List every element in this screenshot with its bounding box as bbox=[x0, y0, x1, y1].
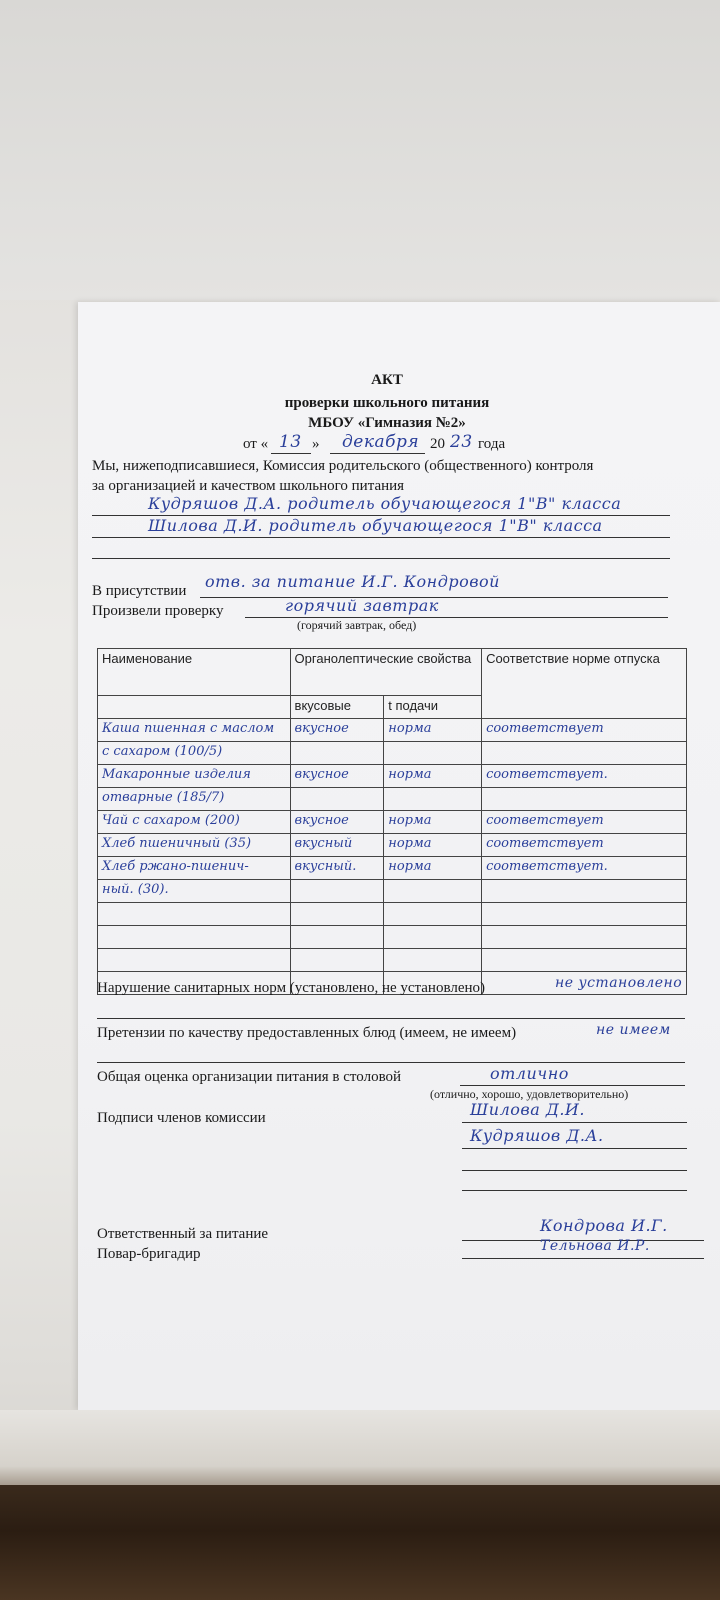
signatures-label: Подписи членов комиссии bbox=[97, 1110, 266, 1126]
rating-hint: (отлично, хорошо, удовлетворительно) bbox=[430, 1087, 629, 1101]
subheader-taste: вкусовые bbox=[290, 696, 384, 719]
row-norm: соответствует. bbox=[482, 765, 687, 788]
row-taste bbox=[290, 926, 384, 949]
date-year-prefix: 20 bbox=[430, 436, 445, 452]
table-row bbox=[98, 903, 687, 926]
row-taste bbox=[290, 742, 384, 765]
row-norm: соответствует bbox=[482, 811, 687, 834]
intro-line-1: Мы, нижеподписавшиеся, Комиссия родительского (общественного) контроля bbox=[92, 458, 594, 474]
date-prefix: от « bbox=[243, 436, 269, 452]
intro-line-2: за организацией и качеством школьного питания bbox=[92, 478, 405, 494]
row-name: Хлеб ржано-пшенич- bbox=[98, 857, 291, 880]
row-norm: соответствует. bbox=[482, 857, 687, 880]
row-temp bbox=[384, 788, 482, 811]
row-temp bbox=[384, 742, 482, 765]
row-name: отварные (185/7) bbox=[98, 788, 291, 811]
member-2-line bbox=[92, 537, 670, 538]
responsible-signature: Кондрова И.Г. bbox=[540, 1216, 668, 1235]
claims-value: не имеем bbox=[596, 1022, 671, 1038]
table-row bbox=[98, 926, 687, 949]
check-value: горячий завтрак bbox=[285, 596, 439, 615]
date-day-line bbox=[271, 453, 311, 454]
signature-2-line bbox=[462, 1148, 687, 1149]
row-norm bbox=[482, 788, 687, 811]
presence-label: В присутствии bbox=[92, 583, 187, 599]
row-taste: вкусное bbox=[290, 765, 384, 788]
table-row bbox=[98, 811, 687, 834]
row-temp: норма bbox=[384, 811, 482, 834]
signature-1: Шилова Д.И. bbox=[470, 1100, 585, 1119]
background-wall bbox=[0, 0, 720, 300]
subheader-temp: t подачи bbox=[384, 696, 482, 719]
row-name bbox=[98, 926, 291, 949]
inspection-table bbox=[97, 648, 687, 995]
row-norm bbox=[482, 880, 687, 903]
member-3-line bbox=[92, 558, 670, 559]
date-day: 13 bbox=[279, 432, 302, 452]
desk-edge bbox=[0, 1410, 720, 1490]
commission-member-1: Кудряшов Д.А. родитель обучающегося 1"В" класса bbox=[148, 494, 622, 513]
row-name bbox=[98, 949, 291, 972]
signature-1-line bbox=[462, 1122, 687, 1123]
row-taste: вкусное bbox=[290, 719, 384, 742]
responsible-label: Ответственный за питание bbox=[97, 1226, 269, 1242]
row-temp bbox=[384, 949, 482, 972]
cook-label: Повар-бригадир bbox=[97, 1246, 201, 1262]
table-row bbox=[98, 880, 687, 903]
row-temp bbox=[384, 880, 482, 903]
col-header-organoleptic: Органолептические свойства bbox=[290, 649, 482, 696]
signature-4-line bbox=[462, 1190, 687, 1191]
row-name: Макаронные изделия bbox=[98, 765, 291, 788]
rating-line bbox=[460, 1085, 685, 1086]
row-taste bbox=[290, 949, 384, 972]
violation-label: Нарушение санитарных норм (установлено, не установлено) bbox=[97, 980, 486, 996]
row-temp: норма bbox=[384, 857, 482, 880]
table-row bbox=[98, 788, 687, 811]
rating-label: Общая оценка организации питания в столовой bbox=[97, 1069, 402, 1085]
commission-member-2: Шилова Д.И. родитель обучающегося 1"В" класса bbox=[148, 516, 603, 535]
row-norm bbox=[482, 742, 687, 765]
row-name bbox=[98, 903, 291, 926]
date-month: декабря bbox=[342, 432, 420, 452]
signature-3-line bbox=[462, 1170, 687, 1171]
row-taste: вкусный bbox=[290, 834, 384, 857]
row-name: Хлеб пшеничный (35) bbox=[98, 834, 291, 857]
row-temp bbox=[384, 903, 482, 926]
date-mid: » bbox=[312, 436, 320, 452]
table-row bbox=[98, 949, 687, 972]
row-taste: вкусный. bbox=[290, 857, 384, 880]
cook-signature: Тельнова И.Р. bbox=[540, 1238, 650, 1254]
presence-value: отв. за питание И.Г. Кондровой bbox=[205, 572, 500, 591]
row-norm: соответствует bbox=[482, 834, 687, 857]
row-norm bbox=[482, 903, 687, 926]
col-header-name: Наименование bbox=[98, 649, 291, 696]
row-temp: норма bbox=[384, 765, 482, 788]
row-name: с сахаром (100/5) bbox=[98, 742, 291, 765]
row-temp: норма bbox=[384, 719, 482, 742]
violation-line bbox=[97, 1018, 685, 1019]
name-subheader-spacer bbox=[98, 696, 291, 719]
signature-2: Кудряшов Д.А. bbox=[470, 1126, 604, 1145]
floor bbox=[0, 1485, 720, 1600]
table-row bbox=[98, 742, 687, 765]
row-norm: соответствует bbox=[482, 719, 687, 742]
table-row bbox=[98, 834, 687, 857]
school-name: МБОУ «Гимназия №2» bbox=[308, 415, 466, 431]
check-hint: (горячий завтрак, обед) bbox=[297, 618, 417, 632]
row-taste: вкусное bbox=[290, 811, 384, 834]
row-temp bbox=[384, 926, 482, 949]
row-name: Чай с сахаром (200) bbox=[98, 811, 291, 834]
violation-value: не установлено bbox=[555, 975, 683, 991]
table-row bbox=[98, 857, 687, 880]
row-taste bbox=[290, 903, 384, 926]
row-name: ный. (30). bbox=[98, 880, 291, 903]
rating-value: отлично bbox=[490, 1064, 569, 1083]
table-row bbox=[98, 719, 687, 742]
table-row bbox=[98, 765, 687, 788]
row-taste bbox=[290, 788, 384, 811]
date-month-line bbox=[330, 453, 425, 454]
row-norm bbox=[482, 949, 687, 972]
row-taste bbox=[290, 880, 384, 903]
row-norm bbox=[482, 926, 687, 949]
doc-title: АКТ bbox=[371, 372, 403, 388]
claims-label: Претензии по качеству предоставленных блюд (имеем, не имеем) bbox=[97, 1025, 517, 1041]
doc-subtitle: проверки школьного питания bbox=[284, 395, 490, 411]
row-name: Каша пшенная с маслом bbox=[98, 719, 291, 742]
cook-line bbox=[462, 1258, 704, 1259]
date-suffix: года bbox=[478, 436, 506, 452]
date-year: 23 bbox=[450, 432, 473, 452]
claims-line bbox=[97, 1062, 685, 1063]
row-temp: норма bbox=[384, 834, 482, 857]
check-label: Произвели проверку bbox=[92, 603, 224, 619]
col-header-norm: Соответствие норме отпуска bbox=[482, 649, 687, 719]
